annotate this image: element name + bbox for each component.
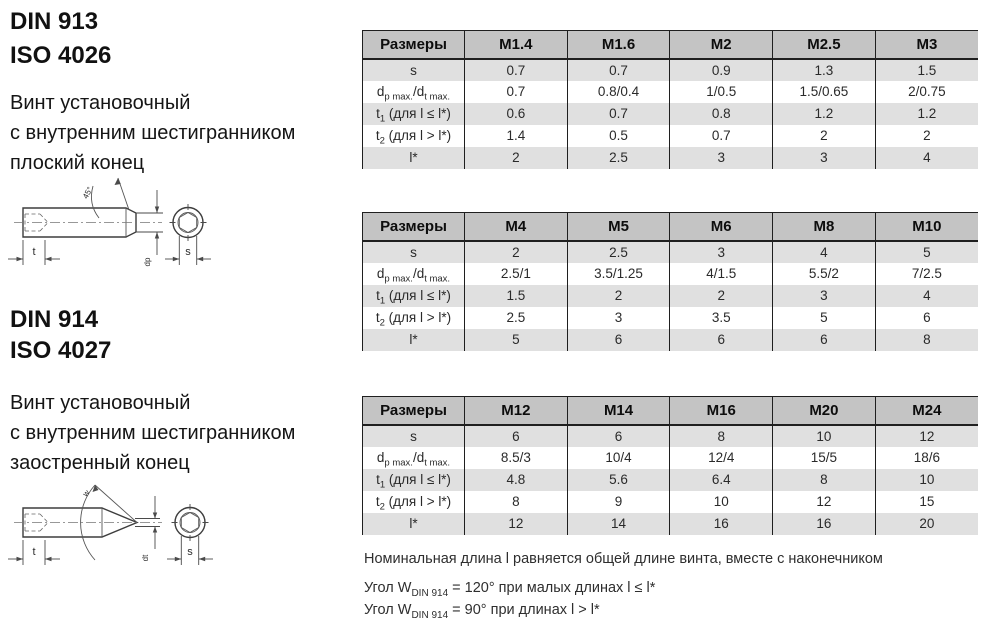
table-row: [363, 147, 979, 169]
size-column-header: M16: [670, 397, 773, 425]
table-row: [363, 469, 979, 491]
row-label: $t_2$ (для l > l*): [363, 491, 465, 513]
value-cell: 1.2: [773, 103, 876, 125]
value-cell: 2: [465, 241, 568, 263]
value-cell: 2: [875, 125, 978, 147]
sizes-header-cell: Размеры: [363, 31, 465, 59]
table-row: [363, 263, 979, 285]
value-cell: 5: [465, 329, 568, 351]
size-column-header: M10: [875, 213, 978, 241]
value-cell: 8: [670, 425, 773, 447]
value-cell: 2: [465, 147, 568, 169]
value-cell: 0.7: [465, 59, 568, 81]
description-line: заостренный конец: [10, 452, 190, 474]
table-row: [363, 491, 979, 513]
depth-label: t: [32, 246, 36, 258]
angle-label: 45°: [80, 185, 95, 201]
table-row: [363, 103, 979, 125]
value-cell: 0.8: [670, 103, 773, 125]
row-label: $t_1$ (для l ≤ l*): [363, 285, 465, 307]
socket-depth-dimension: [8, 240, 60, 265]
value-cell: 4.8: [465, 469, 568, 491]
iso-number: ISO 4026: [10, 42, 112, 69]
value-cell: 8.5/3: [465, 447, 568, 469]
row-label: s: [363, 425, 465, 447]
value-cell: 10/4: [567, 447, 670, 469]
description-line: Винт установочный: [10, 92, 191, 114]
table-row: [363, 425, 979, 447]
cone-point-screw-diagram: [0, 468, 230, 583]
side-view: [8, 178, 163, 266]
table-row: [363, 447, 979, 469]
table-header-row: [363, 397, 979, 425]
value-cell: 1/0.5: [670, 81, 773, 103]
value-cell: 1.5: [875, 59, 978, 81]
socket-depth-dimension: [8, 540, 60, 565]
row-label: s: [363, 59, 465, 81]
value-cell: 4: [875, 147, 978, 169]
value-cell: 15/5: [773, 447, 876, 469]
tip-diameter-dimension: [135, 496, 160, 561]
value-cell: 3: [567, 307, 670, 329]
table-row: [363, 81, 979, 103]
standard-heading-din913: [10, 5, 111, 73]
description-line: плоский конец: [10, 152, 145, 174]
chamfer-angle-annotation: [81, 178, 129, 218]
side-view: [8, 485, 162, 565]
size-column-header: M1.6: [567, 31, 670, 59]
value-cell: 7/2.5: [875, 263, 978, 285]
value-cell: 3.5/1.25: [567, 263, 670, 285]
value-cell: 16: [670, 513, 773, 535]
size-column-header: M2: [670, 31, 773, 59]
table-row: [363, 513, 979, 535]
value-cell: 0.9: [670, 59, 773, 81]
description-flat-point: [10, 88, 295, 178]
size-column-header: M12: [465, 397, 568, 425]
standard-heading-din914: [10, 304, 111, 366]
value-cell: 15: [875, 491, 978, 513]
size-column-header: M14: [567, 397, 670, 425]
size-column-header: M8: [773, 213, 876, 241]
end-view: [165, 204, 211, 265]
value-cell: 1.2: [875, 103, 978, 125]
row-label: $t_1$ (для l ≤ l*): [363, 469, 465, 491]
value-cell: 3: [773, 147, 876, 169]
row-label: s: [363, 241, 465, 263]
value-cell: 6: [875, 307, 978, 329]
table-row: [363, 285, 979, 307]
value-cell: 10: [670, 491, 773, 513]
size-column-header: M1.4: [465, 31, 568, 59]
tip-diameter-label: dp: [143, 257, 152, 267]
value-cell: 1.5/0.65: [773, 81, 876, 103]
value-cell: 6: [773, 329, 876, 351]
angle-label: w: [80, 488, 92, 499]
value-cell: 6.4: [670, 469, 773, 491]
value-cell: 6: [670, 329, 773, 351]
value-cell: 12: [465, 513, 568, 535]
dimensions-table: [362, 396, 978, 535]
description-line: Винт установочный: [10, 392, 191, 414]
sizes-header-cell: Размеры: [363, 397, 465, 425]
value-cell: 2: [773, 125, 876, 147]
value-cell: 4/1.5: [670, 263, 773, 285]
description-line: с внутренним шестигранником: [10, 122, 296, 144]
row-label: $t_2$ (для l > l*): [363, 125, 465, 147]
row-label: l*: [363, 147, 465, 169]
value-cell: 6: [465, 425, 568, 447]
value-cell: 8: [773, 469, 876, 491]
iso-number: ISO 4027: [10, 337, 112, 364]
table-row: [363, 329, 979, 351]
size-column-header: M20: [773, 397, 876, 425]
value-cell: 5: [773, 307, 876, 329]
value-cell: 5.5/2: [773, 263, 876, 285]
value-cell: 2.5: [567, 147, 670, 169]
din-number: DIN 913: [10, 8, 99, 35]
dimension-table-medium-sizes: [362, 212, 978, 351]
value-cell: 0.7: [670, 125, 773, 147]
row-label: $d_{p max.}/d_{t max.}$: [363, 81, 465, 103]
value-cell: 1.5: [465, 285, 568, 307]
size-column-header: M2.5: [773, 31, 876, 59]
value-cell: 3: [670, 241, 773, 263]
angle-note-90: Угол $W_{DIN 914} = 90^\circ$ при длинах l > l*: [364, 602, 600, 621]
value-cell: 16: [773, 513, 876, 535]
value-cell: 4: [875, 285, 978, 307]
value-cell: 18/6: [875, 447, 978, 469]
dimensions-table: [362, 30, 978, 169]
angle-note-120: Угол $W_{DIN 914} = 120^\circ$ при малых длинах l ≤ l*: [364, 580, 656, 599]
tip-diameter-label: dt: [141, 554, 150, 562]
size-column-header: M4: [465, 213, 568, 241]
table-header-row: [363, 31, 979, 59]
value-cell: 10: [875, 469, 978, 491]
row-label: $d_{p max.}/d_{t max.}$: [363, 263, 465, 285]
value-cell: 0.7: [567, 103, 670, 125]
value-cell: 5.6: [567, 469, 670, 491]
value-cell: 3: [670, 147, 773, 169]
size-column-header: M24: [875, 397, 978, 425]
value-cell: 2.5: [567, 241, 670, 263]
size-column-header: M5: [567, 213, 670, 241]
value-cell: 8: [465, 491, 568, 513]
dimension-table-small-sizes: [362, 30, 978, 169]
value-cell: 0.8/0.4: [567, 81, 670, 103]
value-cell: 0.5: [567, 125, 670, 147]
size-column-header: M6: [670, 213, 773, 241]
end-view: [167, 504, 213, 565]
value-cell: 6: [567, 329, 670, 351]
size-column-header: M3: [875, 31, 978, 59]
hex-size-label: s: [185, 246, 191, 258]
depth-label: t: [32, 546, 36, 558]
nominal-length-note: Номинальная длина l равняется общей длине винта, вместе с наконечником: [364, 551, 883, 567]
value-cell: 2.5: [465, 307, 568, 329]
row-label: l*: [363, 513, 465, 535]
dimensions-table: [362, 212, 978, 351]
sizes-header-cell: Размеры: [363, 213, 465, 241]
row-label: $t_1$ (для l ≤ l*): [363, 103, 465, 125]
row-label: $d_{p max.}/d_{t max.}$: [363, 447, 465, 469]
value-cell: 2: [670, 285, 773, 307]
value-cell: 8: [875, 329, 978, 351]
value-cell: 1.4: [465, 125, 568, 147]
dimension-table-large-sizes: [362, 396, 978, 535]
row-label: l*: [363, 329, 465, 351]
value-cell: 1.3: [773, 59, 876, 81]
value-cell: 2/0.75: [875, 81, 978, 103]
value-cell: 3: [773, 285, 876, 307]
flat-point-screw-diagram: [0, 170, 230, 280]
value-cell: 2: [567, 285, 670, 307]
description-line: с внутренним шестигранником: [10, 422, 296, 444]
din-number: DIN 914: [10, 306, 99, 333]
row-label: $t_2$ (для l > l*): [363, 307, 465, 329]
table-row: [363, 241, 979, 263]
table-header-row: [363, 213, 979, 241]
description-cone-point: [10, 388, 295, 478]
hex-size-label: s: [187, 546, 193, 558]
value-cell: 2.5/1: [465, 263, 568, 285]
table-row: [363, 59, 979, 81]
value-cell: 12: [875, 425, 978, 447]
tip-diameter-dimension: [136, 190, 163, 266]
table-row: [363, 307, 979, 329]
value-cell: 5: [875, 241, 978, 263]
value-cell: 12/4: [670, 447, 773, 469]
value-cell: 4: [773, 241, 876, 263]
value-cell: 14: [567, 513, 670, 535]
table-row: [363, 125, 979, 147]
value-cell: 9: [567, 491, 670, 513]
value-cell: 0.6: [465, 103, 568, 125]
value-cell: 12: [773, 491, 876, 513]
value-cell: 0.7: [567, 59, 670, 81]
value-cell: 20: [875, 513, 978, 535]
value-cell: 10: [773, 425, 876, 447]
value-cell: 6: [567, 425, 670, 447]
value-cell: 0.7: [465, 81, 568, 103]
value-cell: 3.5: [670, 307, 773, 329]
